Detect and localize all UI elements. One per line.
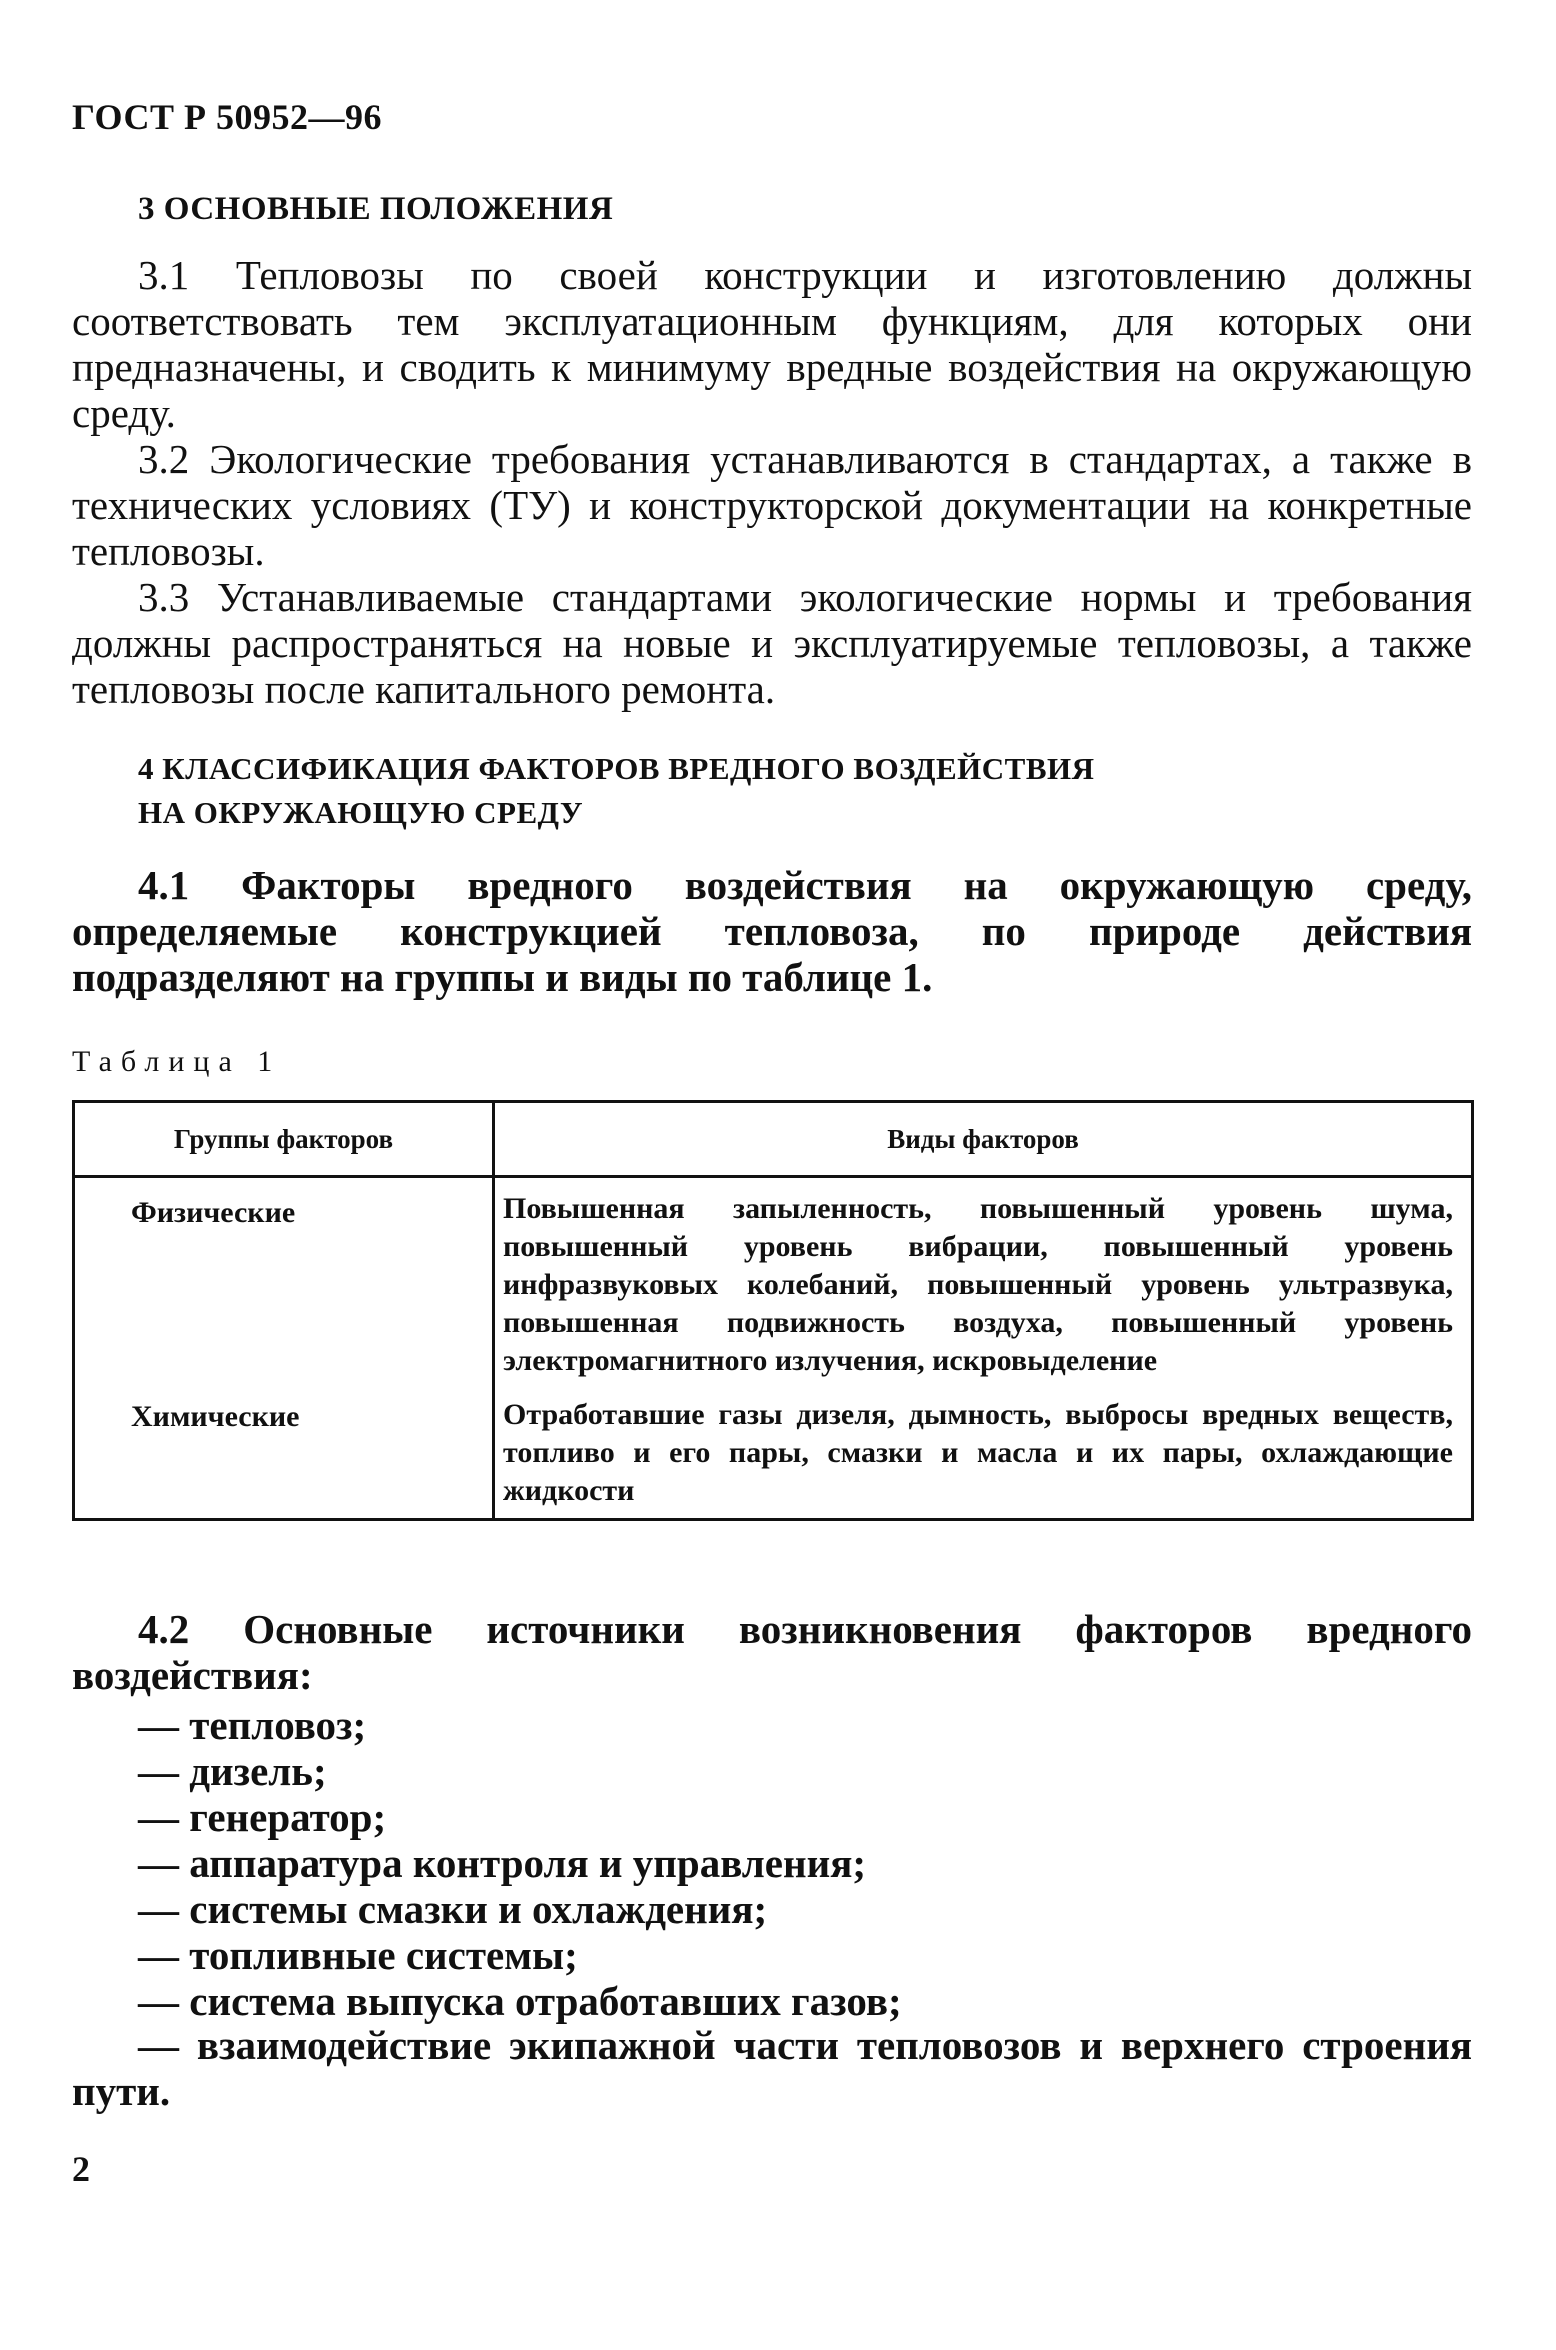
list-item: — дизель; (138, 1748, 327, 1794)
page-number: 2 (72, 2149, 90, 2189)
table-cell-group: Физические (74, 1177, 494, 1381)
table-row (74, 1380, 1473, 1520)
table-caption: Таблица 1 (72, 1045, 282, 1078)
sources-list (138, 1702, 902, 2024)
paragraph-4-2: 4.2 Основные источники возникновения факторов вредного воздействия: (72, 1606, 1472, 1698)
table-header-row (74, 1102, 1473, 1177)
table-cell-group: Химические (74, 1380, 494, 1520)
paragraph-3-1: 3.1 Тепловозы по своей конструкции и изготовлению должны соответствовать тем эксплуатационным функциям, для которых они предназначены, и сводить к минимуму вредные воздействия на окружающую среду. (72, 252, 1472, 436)
list-item: — аппаратура контроля и управления; (138, 1840, 867, 1886)
table-cell-kinds: Повышенная запыленность, повышенный уровень шума, повышенный уровень вибрации, повышенный уровень инфразвуковых колебаний, повышенный уровень ультразвука, повышенная подвижность воздуха, повышенный уровень электромагнитного излучения, искровыделение (494, 1177, 1473, 1381)
paragraph-4-1: 4.1 Факторы вредного воздействия на окружающую среду, определяемые конструкцией тепловоза, по природе действия подразделяют на группы и виды по таблице 1. (72, 862, 1472, 1000)
list-item: — система выпуска отработавших газов; (138, 1978, 902, 2024)
document-code: ГОСТ Р 50952—96 (72, 97, 382, 137)
table-header-groups: Группы факторов (74, 1102, 494, 1177)
list-item: — системы смазки и охлаждения; (138, 1886, 768, 1932)
factors-table (72, 1100, 1474, 1521)
table-cell-kinds: Отработавшие газы дизеля, дымность, выбросы вредных веществ, топливо и его пары, смазки и масла и их пары, охлаждающие жидкости (494, 1380, 1473, 1520)
paragraph-3-3: 3.3 Устанавливаемые стандартами экологические нормы и требования должны распространяться на новые и эксплуатируемые тепловозы, а также тепловозы после капитального ремонта. (72, 574, 1472, 712)
section-4-title-line-2: НА ОКРУЖАЮЩУЮ СРЕДУ (138, 795, 584, 830)
table-header-kinds: Виды факторов (494, 1102, 1473, 1177)
paragraph-3-2: 3.2 Экологические требования устанавливаются в стандартах, а также в технических условиях (ТУ) и конструкторской документации на конкретные тепловозы. (72, 436, 1472, 574)
list-item: — генератор; (138, 1794, 387, 1840)
list-item-last: — взаимодействие экипажной части тепловозов и верхнего строения пути. (72, 2022, 1472, 2114)
section-4-title-line-1: 4 КЛАССИФИКАЦИЯ ФАКТОРОВ ВРЕДНОГО ВОЗДЕЙСТВИЯ (138, 751, 1095, 786)
section-3-title: 3 ОСНОВНЫЕ ПОЛОЖЕНИЯ (138, 191, 614, 227)
list-item: — тепловоз; (138, 1702, 367, 1748)
list-item: — топливные системы; (138, 1932, 578, 1978)
table-row (74, 1177, 1473, 1381)
